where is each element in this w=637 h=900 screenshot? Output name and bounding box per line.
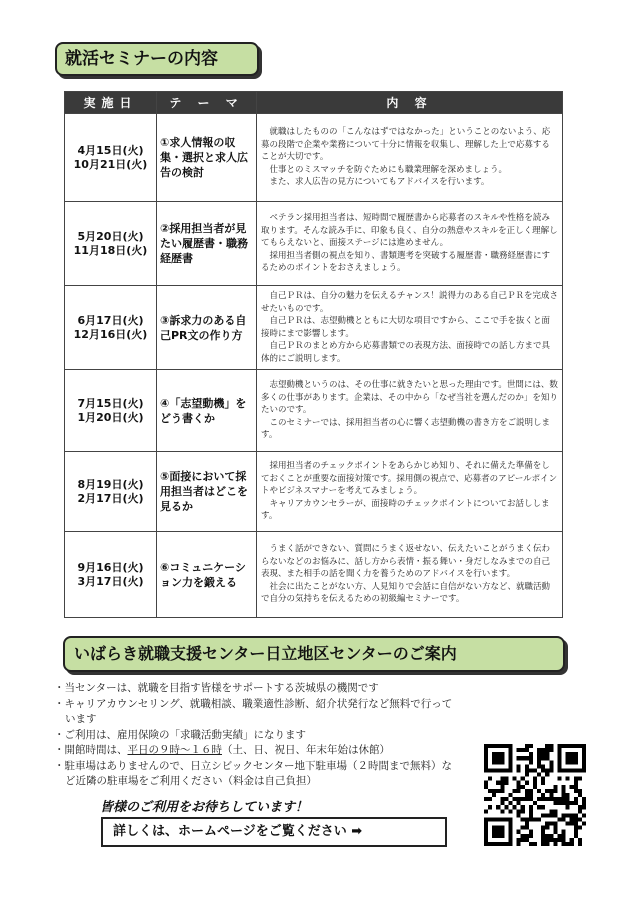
- table-header-row: [65, 92, 563, 114]
- header-content: 内 容: [257, 92, 563, 114]
- session-dates: 8月19日(火) 2月17日(火): [65, 452, 157, 532]
- session-theme: ②採用担当者が見たい履歴書・職務経歴書: [157, 202, 257, 286]
- session-description: 採用担当者のチェックポイントをあらかじめ知り、それに備えた準備をしておくことが重要な面接対策です。採用側の視点で、応募者のアピールポイントやビジネスマナーを考えてみましょう。 キャリアカウンセラーが、面接時のチェックポイントについてお話しします。: [257, 452, 563, 532]
- session-dates: 6月17日(火) 12月16日(火): [65, 286, 157, 370]
- session-dates: 4月15日(火) 10月21日(火): [65, 114, 157, 202]
- list-item: ・当センターは、就職を目指す皆様をサポートする茨城県の機関です: [54, 682, 379, 694]
- session-description: 志望動機というのは、その仕事に就きたいと思った理由です。世間には、数多くの仕事があります。企業は、その中から「なぜ当社を選んだのか」を知りたいのです。 このセミナーでは、採用担当者の心に響く志望動機の書き方をご説明します。: [257, 370, 563, 452]
- session-description: ベテラン採用担当者は、短時間で履歴書から応募者のスキルや性格を読み取ります。そんな読み手に、印象も良く、自分の熱意やスキルを正しく理解してもらえないと、面接ステージには進めません。 採用担当者側の視点を知り、書類選考を突破する履歴書・職務経歴書にするためのポイントをおさえましょう。: [257, 202, 563, 286]
- session-dates: 5月20日(火) 11月18日(火): [65, 202, 157, 286]
- session-theme: ⑥コミュニケーション力を鍛える: [157, 532, 257, 618]
- table-row: [65, 532, 563, 618]
- seminar-section-title: 就活セミナーの内容: [55, 42, 259, 76]
- session-dates: 7月15日(火) 1月20日(火): [65, 370, 157, 452]
- center-guide-title: いばらき就職支援センター日立地区センターのご案内: [63, 636, 565, 672]
- session-dates: 9月16日(火) 3月17日(火): [65, 532, 157, 618]
- table-row: [65, 370, 563, 452]
- welcome-message: 皆様のご利用をお待ちしています！: [100, 800, 309, 815]
- table-row: [65, 452, 563, 532]
- table-row: [65, 114, 563, 202]
- list-item: ・ご利用は、雇用保険の「求職活動実績」になります: [54, 728, 306, 741]
- table-row: [65, 286, 563, 370]
- session-theme: ④「志望動機」をどう書くか: [157, 370, 257, 452]
- qr-code-icon[interactable]: [484, 744, 586, 846]
- session-description: 自己ＰＲは、自分の魅力を伝えるチャンス！説得力のある自己ＰＲを完成させたいものです。 自己ＰＲは、志望動機とともに大切な項目ですから、ここで手を抜くと面接時にまで影響します。 自己ＰＲのまとめ方から応募書類での表現方法、面接時での話し方まで具体的にご説明します。: [257, 286, 563, 370]
- center-info-list: [54, 681, 454, 790]
- session-description: 就職はしたものの「こんなはずではなかった」ということのないよう、応募の段階で企業や業務について十分に情報を収集し、理解した上で応募することが大切です。 仕事とのミスマッチを防ぐためにも職業理解を深めましょう。 また、求人広告の見方についてもアドバイスを行います。: [257, 114, 563, 202]
- session-theme: ⑤面接において採用担当者はどこを見るか: [157, 452, 257, 532]
- session-description: うまく話ができない、質問にうまく返せない、伝えたいことがうまく伝わらないなどのお悩みに、話し方から表情・振る舞い・身だしなみまでの自己表現、また相手の話を聞く力を養うためのアドバイスを行います。 社会に出たことがない方、人見知りで会話に自信がない方など、就職活動で自分の気持ちを伝えるための初級編セミナーです。: [257, 532, 563, 618]
- list-item: ・駐車場はありませんので、日立シビックセンター地下駐車場（２時間まで無料）など近隣の駐車場をご利用ください（料金は自己負担）: [54, 759, 452, 787]
- list-item: ・キャリアカウンセリング、就職相談、職業適性診断、紹介状発行など無料で行っています: [54, 697, 453, 725]
- table-row: [65, 202, 563, 286]
- session-theme: ③訴求力のある自己PR文の作り方: [157, 286, 257, 370]
- header-date: 実施日: [65, 92, 157, 114]
- seminar-schedule-table: [64, 91, 563, 618]
- list-item: ・開館時間は、平日の９時～１６時（土、日、祝日、年末年始は休館）: [54, 744, 390, 756]
- session-theme: ①求人情報の収集・選択と求人広告の検討: [157, 114, 257, 202]
- header-theme: テ ー マ: [157, 92, 257, 114]
- homepage-link-box[interactable]: 詳しくは、ホームページをご覧ください ➡: [101, 817, 447, 847]
